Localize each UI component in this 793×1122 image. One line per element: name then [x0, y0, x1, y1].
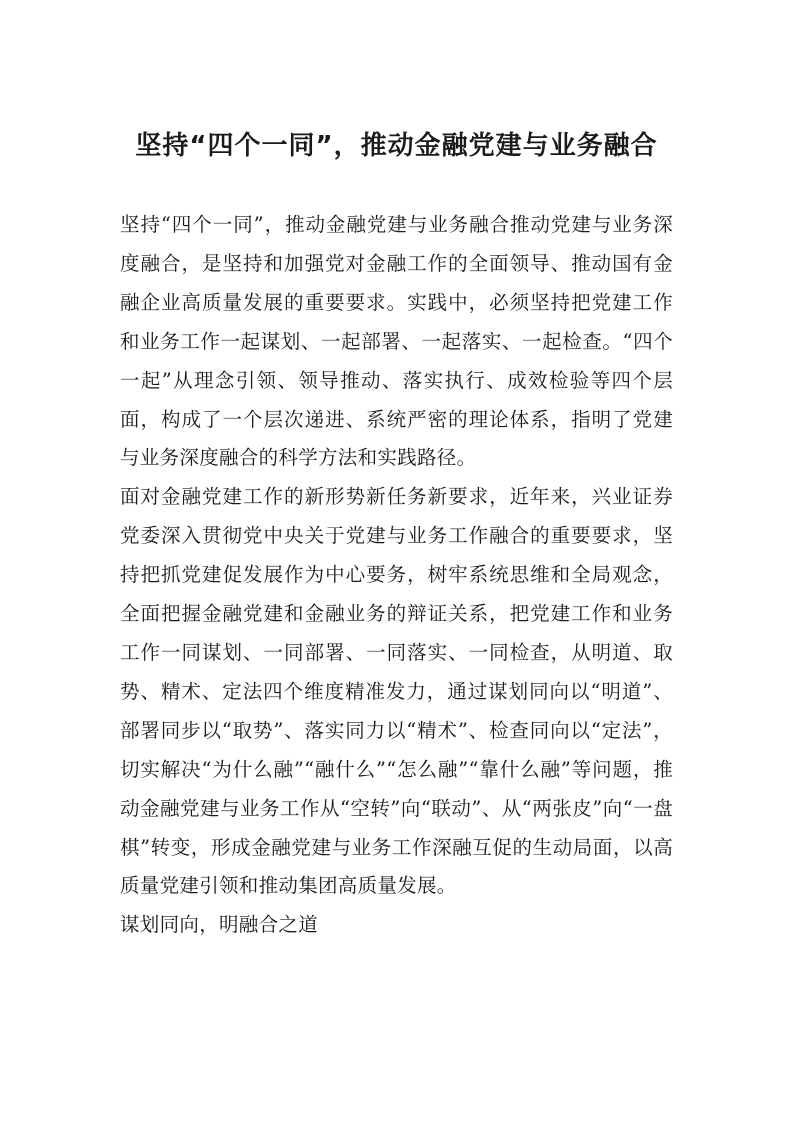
- paragraph-context: 面对金融党建工作的新形势新任务新要求，近年来，兴业证券党委深入贯彻党中央关于党建与业务工作融合的重要要求，坚持把抓党建促发展作为中心要务，树牢系统思维和全局观念，全面把握金融党建和金融业务的辩证关系，把党建工作和业务工作一同谋划、一同部署、一同落实、一同检查，从明道、取势、精术、定法四个维度精准发力，通过谋划同向以“明道”、部署同步以“取势”、落实同力以“精术”、检查同向以“定法”，切实解决“为什么融”“融什么”“怎么融”“靠什么融”等问题，推动金融党建与业务工作从“空转”向“联动”、从“两张皮”向“一盘棋”转变，形成金融党建与业务工作深融互促的生动局面，以高质量党建引领和推动集团高质量发展。: [120, 485, 673, 898]
- section-heading: 谋划同向，明融合之道: [120, 913, 319, 937]
- document-title: 坚持“四个一同”，推动金融党建与业务融合: [135, 131, 658, 161]
- paragraph-intro: 坚持“四个一同”，推动金融党建与业务融合推动党建与业务深度融合，是坚持和加强党对金融工作的全面领导、推动国有金融企业高质量发展的重要要求。实践中，必须坚持把党建工作和业务工作一起谋划、一起部署、一起落实、一起检查。“四个一起”从理念引领、领导推动、落实执行、成效检验等四个层面，构成了一个层次递进、系统严密的理论体系，指明了党建与业务深度融合的科学方法和实践路径。: [120, 213, 673, 470]
- document-body: [120, 206, 673, 945]
